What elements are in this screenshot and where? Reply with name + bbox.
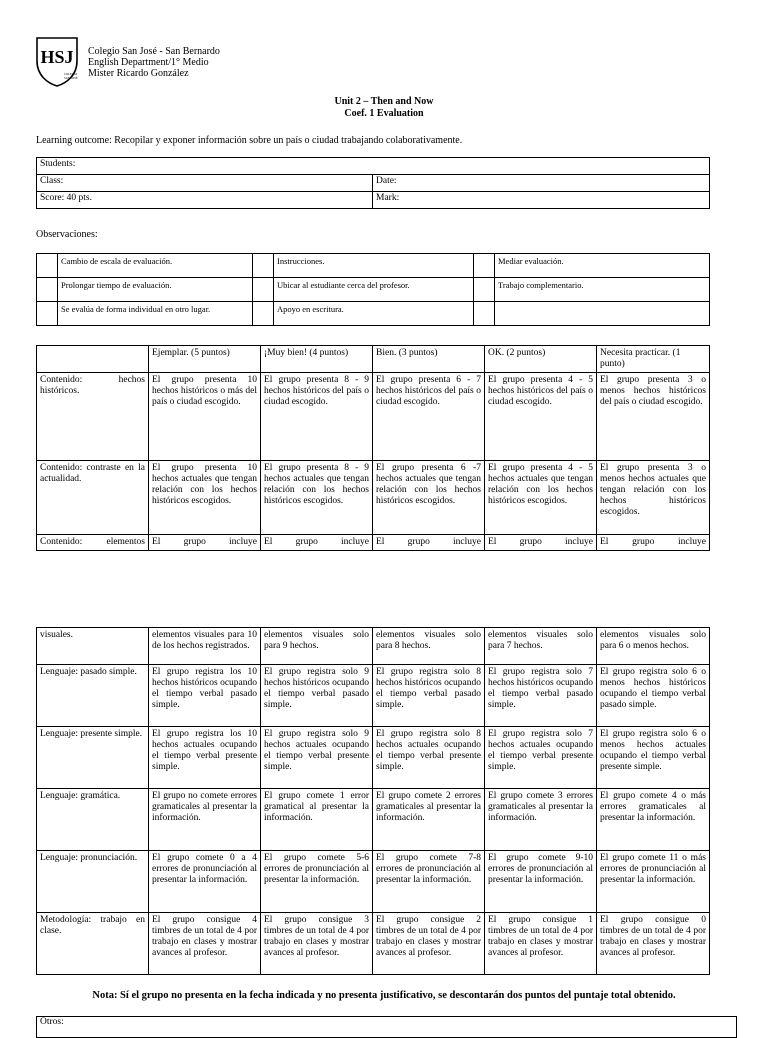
checkbox[interactable]: [253, 302, 274, 326]
svg-text:SAN JOSÉ: SAN JOSÉ: [64, 76, 78, 80]
obs-option: Mediar evaluación.: [495, 254, 710, 278]
rubric-cell: El grupo registra solo 6 o menos hechos actuales ocupando el tiempo verbal presente simple.: [597, 727, 710, 789]
rubric-cell: El grupo presenta 4 - 5 hechos actuales que tengan relación con los hechos históricos escogidos.: [485, 461, 597, 535]
checkbox[interactable]: [37, 254, 58, 278]
learning-outcome: Learning outcome: Recopilar y exponer información sobre un país o ciudad trabajando colaborativamente.: [36, 135, 463, 146]
rubric-row: [37, 913, 710, 975]
rubric-cell: El grupo registra solo 9 hechos actuales ocupando el tiempo verbal presente simple.: [261, 727, 373, 789]
observaciones-label: Observaciones:: [36, 229, 98, 240]
student-info-table: [36, 157, 710, 209]
rubric-cell: El grupo presenta 6 - 7 hechos históricos del país o ciudad escogido.: [373, 373, 485, 461]
checkbox[interactable]: [37, 278, 58, 302]
teacher-name: Mister Ricardo González: [88, 68, 189, 79]
rubric-criterion: Contenido: contraste en la actualidad.: [37, 461, 149, 535]
rubric-cell: El grupo comete 1 error gramatical al presentar la información.: [261, 789, 373, 851]
rubric-row: [37, 851, 710, 913]
rubric-cell: El grupo consigue 3 timbres de un total de 4 por trabajo en clases y mostrar avances al profesor.: [261, 913, 373, 975]
class-field[interactable]: Class:: [37, 175, 373, 192]
rubric-cell: El grupo consigue 2 timbres de un total de 4 por trabajo en clases y mostrar avances al profesor.: [373, 913, 485, 975]
rubric-cell: El grupo registra los 10 hechos históricos ocupando el tiempo verbal pasado simple.: [149, 665, 261, 727]
rubric-criterion: Contenido: hechos históricos.: [37, 373, 149, 461]
checkbox[interactable]: [253, 254, 274, 278]
obs-option: Ubicar al estudiante cerca del profesor.: [274, 278, 474, 302]
rubric-header: OK. (2 puntos): [485, 346, 597, 373]
rubric-cell: El grupo presenta 8 - 9 hechos históricos del país o ciudad escogido.: [261, 373, 373, 461]
rubric-cell: El grupo incluye: [261, 535, 373, 551]
rubric-cell: El grupo comete 4 o más errores gramaticales al presentar la información.: [597, 789, 710, 851]
obs-option: Prolongar tiempo de evaluación.: [58, 278, 253, 302]
rubric-cell: El grupo presenta 3 o menos hechos actuales que tengan relación con los hechos históricos escogidos.: [597, 461, 710, 535]
svg-text:HSJ: HSJ: [40, 47, 74, 67]
rubric-cell: El grupo comete 0 a 4 errores de pronunciación al presentar la información.: [149, 851, 261, 913]
rubric-cell: El grupo incluye: [149, 535, 261, 551]
rubric-cell: El grupo incluye: [485, 535, 597, 551]
rubric-cell: El grupo consigue 1 timbres de un total de 4 por trabajo en clases y mostrar avances al profesor.: [485, 913, 597, 975]
rubric-cell: El grupo incluye: [373, 535, 485, 551]
rubric-cell: El grupo presenta 3 o menos hechos históricos del país o ciudad escogido.: [597, 373, 710, 461]
rubric-cell: El grupo registra los 10 hechos actuales ocupando el tiempo verbal presente simple.: [149, 727, 261, 789]
observaciones-table: [36, 253, 710, 326]
rubric-cell: El grupo comete 3 errores gramaticales al presentar la información.: [485, 789, 597, 851]
rubric-row: [37, 535, 710, 551]
rubric-header: Ejemplar. (5 puntos): [149, 346, 261, 373]
rubric-criterion: Contenido: elementos: [37, 535, 149, 551]
rubric-cell: El grupo presenta 10 hechos actuales que tengan relación con los hechos históricos escogidos.: [149, 461, 261, 535]
rubric-cell: El grupo presenta 4 - 5 hechos históricos del país o ciudad escogido.: [485, 373, 597, 461]
rubric-criterion: Metodología: trabajo en clase.: [37, 913, 149, 975]
checkbox[interactable]: [474, 278, 495, 302]
rubric-row: [37, 628, 710, 665]
rubric-cell: El grupo comete 2 errores gramaticales al presentar la información.: [373, 789, 485, 851]
rubric-cell: El grupo registra solo 7 hechos históricos ocupando el tiempo verbal pasado simple.: [485, 665, 597, 727]
rubric-header: ¡Muy bien! (4 puntos): [261, 346, 373, 373]
rubric-row: [37, 461, 710, 535]
rubric-cell: El grupo presenta 10 hechos históricos o más del país o ciudad escogido.: [149, 373, 261, 461]
obs-option: Instrucciones.: [274, 254, 474, 278]
svg-text:COLEGIO: COLEGIO: [64, 72, 78, 76]
rubric-cell: El grupo registra solo 9 hechos históricos ocupando el tiempo verbal pasado simple.: [261, 665, 373, 727]
rubric-cell: El grupo no comete errores gramaticales al presentar la información.: [149, 789, 261, 851]
rubric-header-row: [37, 346, 710, 373]
obs-option: Apoyo en escritura.: [274, 302, 474, 326]
rubric-cell: El grupo presenta 8 - 9 hechos actuales que tengan relación con los hechos históricos escogidos.: [261, 461, 373, 535]
department: English Department/1° Medio: [88, 57, 209, 68]
rubric-cell: El grupo comete 7-8 errores de pronunciación al presentar la información.: [373, 851, 485, 913]
rubric-cell: elementos visuales solo para 6 o menos hechos.: [597, 628, 710, 665]
rubric-criterion: Lenguaje: pronunciación.: [37, 851, 149, 913]
rubric-criterion: Lenguaje: gramática.: [37, 789, 149, 851]
rubric-cell: El grupo incluye: [597, 535, 710, 551]
rubric-cell: El grupo consigue 0 timbres de un total de 4 por trabajo en clases y mostrar avances al profesor.: [597, 913, 710, 975]
school-name: Colegio San José - San Bernardo: [88, 46, 220, 57]
school-crest-logo: [34, 35, 80, 87]
unit-title: Unit 2 – Then and Now: [334, 96, 434, 107]
rubric-criterion: Lenguaje: presente simple.: [37, 727, 149, 789]
rubric-table-page1: [36, 345, 710, 551]
rubric-header: Bien. (3 puntos): [373, 346, 485, 373]
obs-option: Cambio de escala de evaluación.: [58, 254, 253, 278]
rubric-table-page2: [36, 627, 710, 975]
rubric-criterion: Lenguaje: pasado simple.: [37, 665, 149, 727]
rubric-row: [37, 665, 710, 727]
mark-field[interactable]: Mark:: [373, 192, 710, 209]
checkbox[interactable]: [474, 302, 495, 326]
rubric-cell: El grupo registra solo 8 hechos actuales ocupando el tiempo verbal presente simple.: [373, 727, 485, 789]
rubric-cell: El grupo presenta 6 -7 hechos actuales que tengan relación con los hechos históricos escogidos.: [373, 461, 485, 535]
document-title: [0, 96, 768, 120]
score-field: Score: 40 pts.: [37, 192, 373, 209]
rubric-cell: El grupo comete 11 o más errores de pronunciación al presentar la información.: [597, 851, 710, 913]
otros-field[interactable]: Otros:: [36, 1016, 737, 1038]
rubric-cell: El grupo registra solo 6 o menos hechos históricos ocupando el tiempo verbal pasado simple.: [597, 665, 710, 727]
rubric-cell: El grupo registra solo 8 hechos históricos ocupando el tiempo verbal pasado simple.: [373, 665, 485, 727]
rubric-row: [37, 789, 710, 851]
rubric-cell: elementos visuales solo para 8 hechos.: [373, 628, 485, 665]
obs-option: Trabajo complementario.: [495, 278, 710, 302]
nota-text: Nota: Sí el grupo no presenta en la fecha indicada y no presenta justificativo, se descontarán dos puntos del puntaje total obtenido.: [92, 990, 676, 1001]
coef-title: Coef. 1 Evaluation: [344, 108, 424, 119]
obs-option: Se evalúa de forma individual en otro lugar.: [58, 302, 253, 326]
checkbox[interactable]: [474, 254, 495, 278]
rubric-criterion: visuales.: [37, 628, 149, 665]
rubric-row: [37, 727, 710, 789]
rubric-cell: El grupo registra solo 7 hechos actuales ocupando el tiempo verbal presente simple.: [485, 727, 597, 789]
rubric-row: [37, 373, 710, 461]
obs-option: [495, 302, 710, 326]
rubric-cell: elementos visuales para 10 de los hechos registrados.: [149, 628, 261, 665]
rubric-cell: elementos visuales solo para 9 hechos.: [261, 628, 373, 665]
rubric-cell: El grupo comete 9-10 errores de pronunciación al presentar la información.: [485, 851, 597, 913]
date-field[interactable]: Date:: [373, 175, 710, 192]
rubric-cell: elementos visuales solo para 7 hechos.: [485, 628, 597, 665]
rubric-cell: El grupo consigue 4 timbres de un total de 4 por trabajo en clases y mostrar avances al profesor.: [149, 913, 261, 975]
checkbox[interactable]: [37, 302, 58, 326]
rubric-cell: El grupo comete 5-6 errores de pronunciación al presentar la información.: [261, 851, 373, 913]
students-field[interactable]: Students:: [37, 158, 710, 175]
rubric-header: Necesita practicar. (1 punto): [597, 346, 710, 373]
rubric-header: [37, 346, 149, 373]
school-info: [88, 46, 220, 79]
checkbox[interactable]: [253, 278, 274, 302]
